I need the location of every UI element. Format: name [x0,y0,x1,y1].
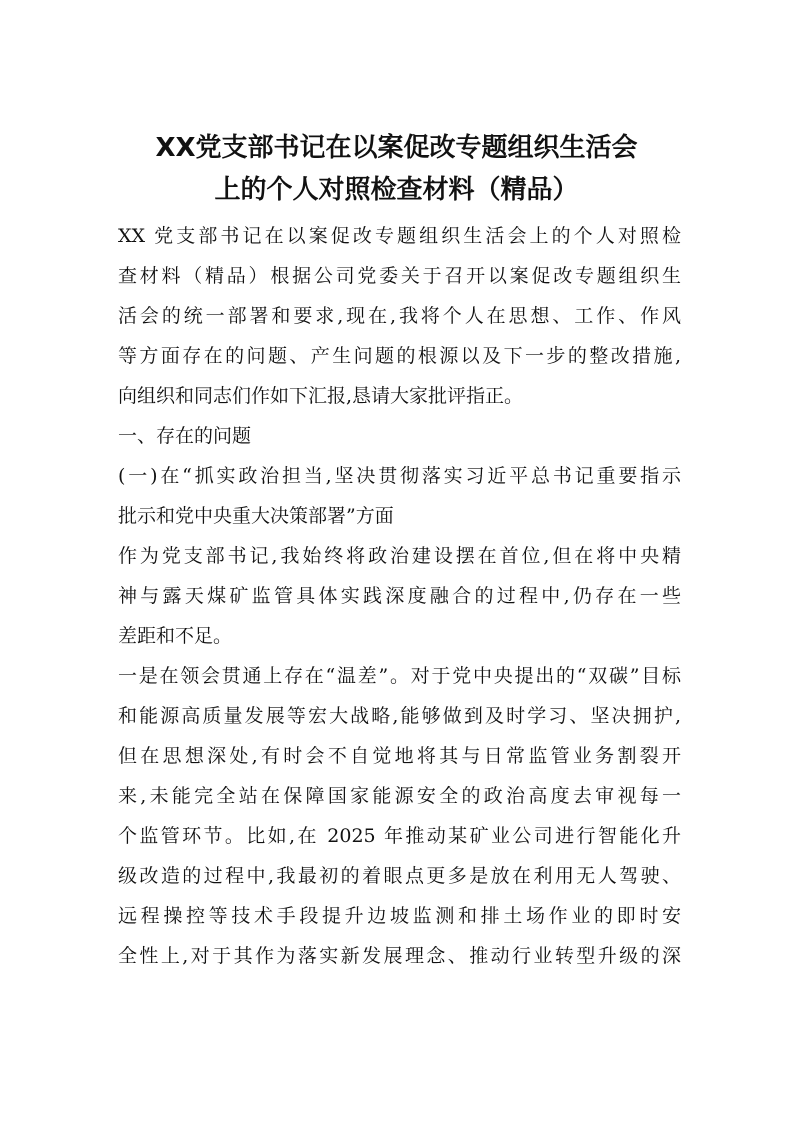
body-text-line: 全性上,对于其作为落实新发展理念、推动行业转型升级的深 [118,945,681,967]
body-text-line: 远程操控等技术手段提升边坡监测和排土场作业的即时安 [118,905,681,927]
body-text-line: 一、存在的问题 [118,425,252,447]
body-text-line: XX 党支部书记在以案促改专题组织生活会上的个人对照检 [118,225,681,247]
body-text-line: 但在思想深处,有时会不自觉地将其与日常监管业务割裂开 [118,745,681,767]
body-text-line: 一是在领会贯通上存在“温差”。对于党中央提出的“双碳”目标 [118,665,681,687]
document-body [118,216,681,976]
body-text-line: 个监管环节。比如,在 2025 年推动某矿业公司进行智能化升 [118,825,681,847]
body-text-line: (一)在“抓实政治担当,坚决贯彻落实习近平总书记重要指示 [118,465,681,487]
body-text-line: 批示和党中央重大决策部署”方面 [118,505,394,527]
document-title-line-1: XX党支部书记在以案促改专题组织生活会 [155,133,638,163]
body-text-line: 和能源高质量发展等宏大战略,能够做到及时学习、坚决拥护, [118,705,681,727]
body-text-line: 活会的统一部署和要求,现在,我将个人在思想、工作、作风 [118,305,681,327]
body-text-line: 神与露天煤矿监管具体实践深度融合的过程中,仍存在一些 [118,585,681,607]
body-text-line: 来,未能完全站在保障国家能源安全的政治高度去审视每一 [118,785,681,807]
body-text-line: 向组织和同志们作如下汇报,恳请大家批评指正。 [118,385,524,407]
body-text-line: 级改造的过程中,我最初的着眼点更多是放在利用无人驾驶、 [118,865,681,887]
body-text-line: 差距和不足。 [118,625,233,647]
body-text-line: 等方面存在的问题、产生问题的根源以及下一步的整改措施, [118,345,681,367]
document-title-line-2: 上的个人对照检查材料（精品） [214,175,579,205]
body-text-line: 查材料（精品）根据公司党委关于召开以案促改专题组织生 [118,265,681,287]
body-text-line: 作为党支部书记,我始终将政治建设摆在首位,但在将中央精 [118,545,681,567]
